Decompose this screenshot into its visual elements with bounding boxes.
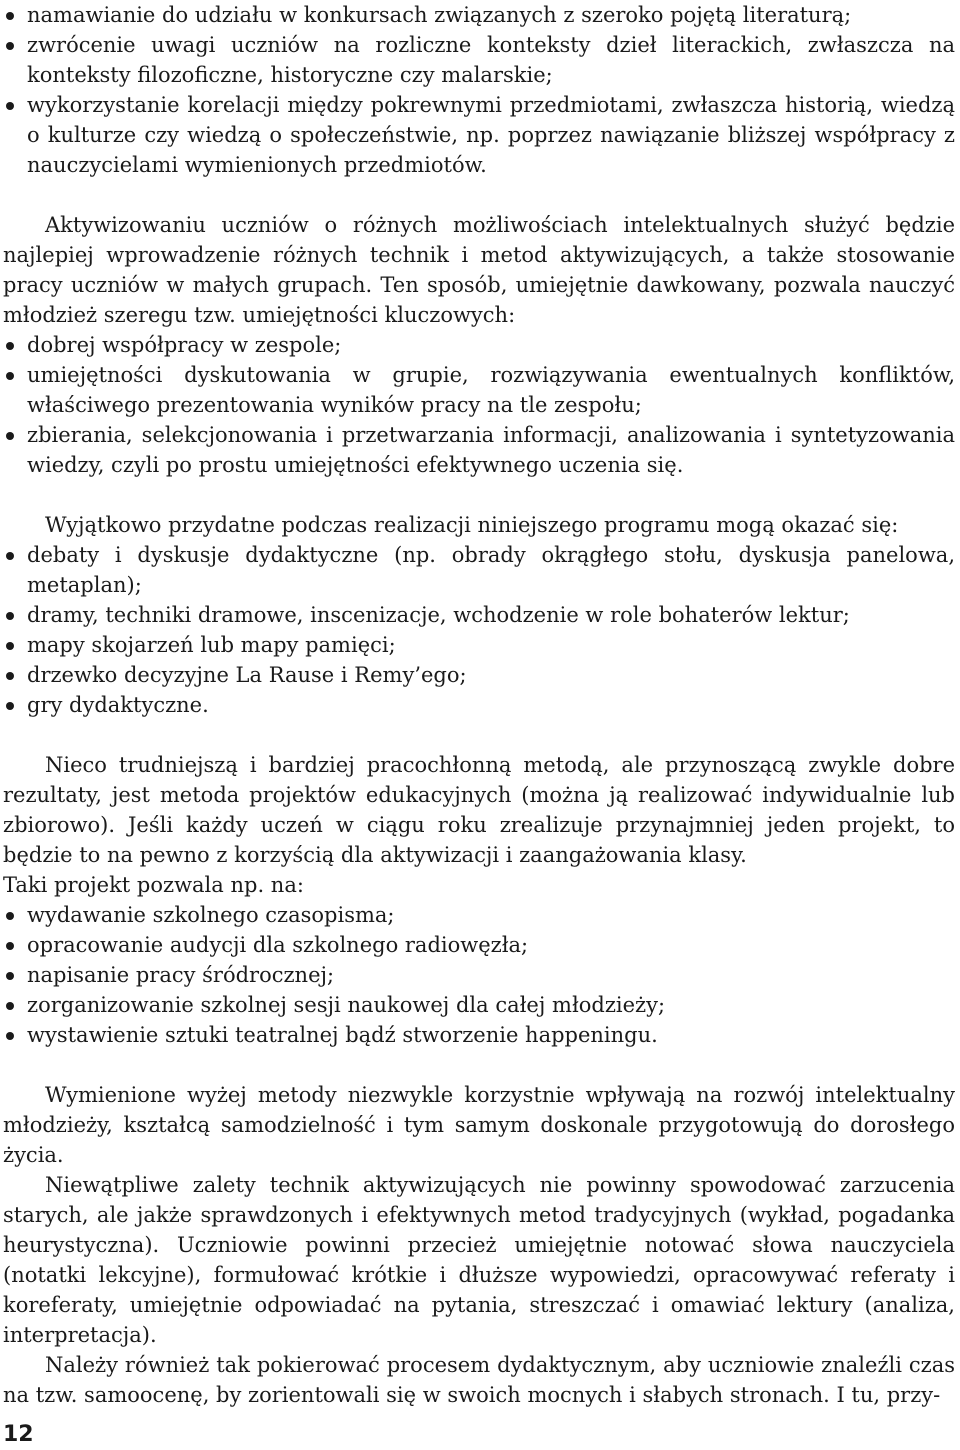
bullet-icon bbox=[6, 1032, 14, 1040]
paragraph: Taki projekt pozwala np. na: bbox=[3, 873, 304, 897]
spacer bbox=[3, 1050, 955, 1080]
bullet-icon bbox=[6, 432, 14, 440]
bullet-icon bbox=[6, 372, 14, 380]
list-item-text: wydawanie szkolnego czasopisma; bbox=[27, 903, 395, 927]
page-content bbox=[3, 0, 955, 1410]
list-item bbox=[3, 900, 955, 930]
bullet-list-4 bbox=[3, 900, 955, 1050]
list-item bbox=[3, 660, 955, 690]
list-item bbox=[3, 600, 955, 630]
list-item bbox=[3, 990, 955, 1020]
spacer bbox=[3, 480, 955, 510]
list-item bbox=[3, 630, 955, 660]
list-item-text: zbierania, selekcjonowania i przetwarzania informacji, analizowania i syntetyzowania wiedzy, czyli po prostu umiejętności efektywnego uczenia się. bbox=[27, 423, 955, 477]
bullet-list-2 bbox=[3, 330, 955, 480]
list-item bbox=[3, 1020, 955, 1050]
paragraph: Należy również tak pokierować procesem dydaktycznym, aby uczniowie znaleźli czas na tzw. samoocenę, by zorientowali się w swoich mocnych i słabych stronach. I tu, przy- bbox=[3, 1353, 955, 1407]
list-item bbox=[3, 30, 955, 90]
list-item bbox=[3, 330, 955, 360]
bullet-icon bbox=[6, 612, 14, 620]
list-item bbox=[3, 690, 955, 720]
list-item bbox=[3, 540, 955, 600]
bullet-icon bbox=[6, 12, 14, 20]
paragraph: Aktywizowaniu uczniów o różnych możliwościach intelektualnych służyć będzie najlepiej wprowadzenie różnych technik i metod aktywizujących, a także stosowanie pracy uczniów w małych grupach. Ten sposób, umiejętnie dawkowany, pozwala nauczyć młodzież szeregu tzw. umiejętności kluczowych: bbox=[3, 213, 955, 327]
bullet-icon bbox=[6, 1002, 14, 1010]
spacer bbox=[3, 180, 955, 210]
bullet-icon bbox=[6, 342, 14, 350]
bullet-icon bbox=[6, 972, 14, 980]
list-item-text: umiejętności dyskutowania w grupie, rozwiązywania ewentualnych konfliktów, właściwego prezentowania wyników pracy na tle zespołu; bbox=[27, 363, 955, 417]
list-item-text: wykorzystanie korelacji między pokrewnymi przedmiotami, zwłaszcza historią, wiedzą o kulturze czy wiedzą o społeczeństwie, np. poprzez nawiązanie bliższej współpracy z nauczycielami wymienionych przedmiotów. bbox=[27, 93, 955, 177]
bullet-list-1 bbox=[3, 0, 955, 180]
list-item bbox=[3, 90, 955, 180]
list-item-text: drzewko decyzyjne La Rause i Remy’ego; bbox=[27, 663, 467, 687]
bullet-icon bbox=[6, 42, 14, 50]
list-item-text: mapy skojarzeń lub mapy pamięci; bbox=[27, 633, 396, 657]
list-item-text: wystawienie sztuki teatralnej bądź stworzenie happeningu. bbox=[27, 1023, 658, 1047]
list-item-text: namawianie do udziału w konkursach związanych z szeroko pojętą literaturą; bbox=[27, 3, 852, 27]
list-item bbox=[3, 930, 955, 960]
bullet-icon bbox=[6, 642, 14, 650]
bullet-icon bbox=[6, 942, 14, 950]
list-item-text: napisanie pracy śródrocznej; bbox=[27, 963, 335, 987]
spacer bbox=[3, 720, 955, 750]
paragraph: Wyjątkowo przydatne podczas realizacji niniejszego programu mogą okazać się: bbox=[45, 513, 899, 537]
page-number: 12 bbox=[3, 1422, 34, 1447]
list-item bbox=[3, 960, 955, 990]
list-item-text: dramy, techniki dramowe, inscenizacje, wchodzenie w role bohaterów lektur; bbox=[27, 603, 850, 627]
list-item-text: gry dydaktyczne. bbox=[27, 693, 209, 717]
list-item bbox=[3, 0, 955, 30]
paragraph: Wymienione wyżej metody niezwykle korzystnie wpływają na rozwój intelektualny młodzieży, kształcą samodzielność i tym samym doskonale przygotowują do dorosłego życia. bbox=[3, 1083, 955, 1167]
paragraph: Nieco trudniejszą i bardziej pracochłonną metodą, ale przynoszącą zwykle dobre rezultaty, jest metoda projektów edukacyjnych (można ją realizować indywidualnie lub zbiorowo). Jeśli każdy uczeń w ciągu roku zrealizuje przynajmniej jeden projekt, to będzie to na pewno z korzyścią dla aktywizacji i zaangażowania klasy. bbox=[3, 753, 955, 867]
bullet-icon bbox=[6, 672, 14, 680]
list-item-text: dobrej współpracy w zespole; bbox=[27, 333, 342, 357]
bullet-list-3 bbox=[3, 540, 955, 720]
bullet-icon bbox=[6, 702, 14, 710]
list-item-text: zwrócenie uwagi uczniów na rozliczne konteksty dzieł literackich, zwłaszcza na konteksty filozoficzne, historyczne czy malarskie; bbox=[27, 33, 955, 87]
list-item-text: debaty i dyskusje dydaktyczne (np. obrady okrągłego stołu, dyskusja panelowa, metaplan); bbox=[27, 543, 955, 597]
bullet-icon bbox=[6, 102, 14, 110]
bullet-icon bbox=[6, 552, 14, 560]
list-item-text: opracowanie audycji dla szkolnego radiowęzła; bbox=[27, 933, 529, 957]
list-item-text: zorganizowanie szkolnej sesji naukowej dla całej młodzieży; bbox=[27, 993, 666, 1017]
paragraph: Niewątpliwe zalety technik aktywizujących nie powinny spowodować zarzucenia starych, ale jakże sprawdzonych i efektywnych metod tradycyjnych (wykład, pogadanka heurystyczna). Uczniowie powinni przecież umiejętnie notować słowa nauczyciela (notatki lekcyjne), formułować krótkie i dłuższe wypowiedzi, opracowywać referaty i koreferaty, umiejętnie odpowiadać na pytania, streszczać i omawiać lektury (analiza, interpretacja). bbox=[3, 1173, 955, 1347]
bullet-icon bbox=[6, 912, 14, 920]
list-item bbox=[3, 420, 955, 480]
list-item bbox=[3, 360, 955, 420]
